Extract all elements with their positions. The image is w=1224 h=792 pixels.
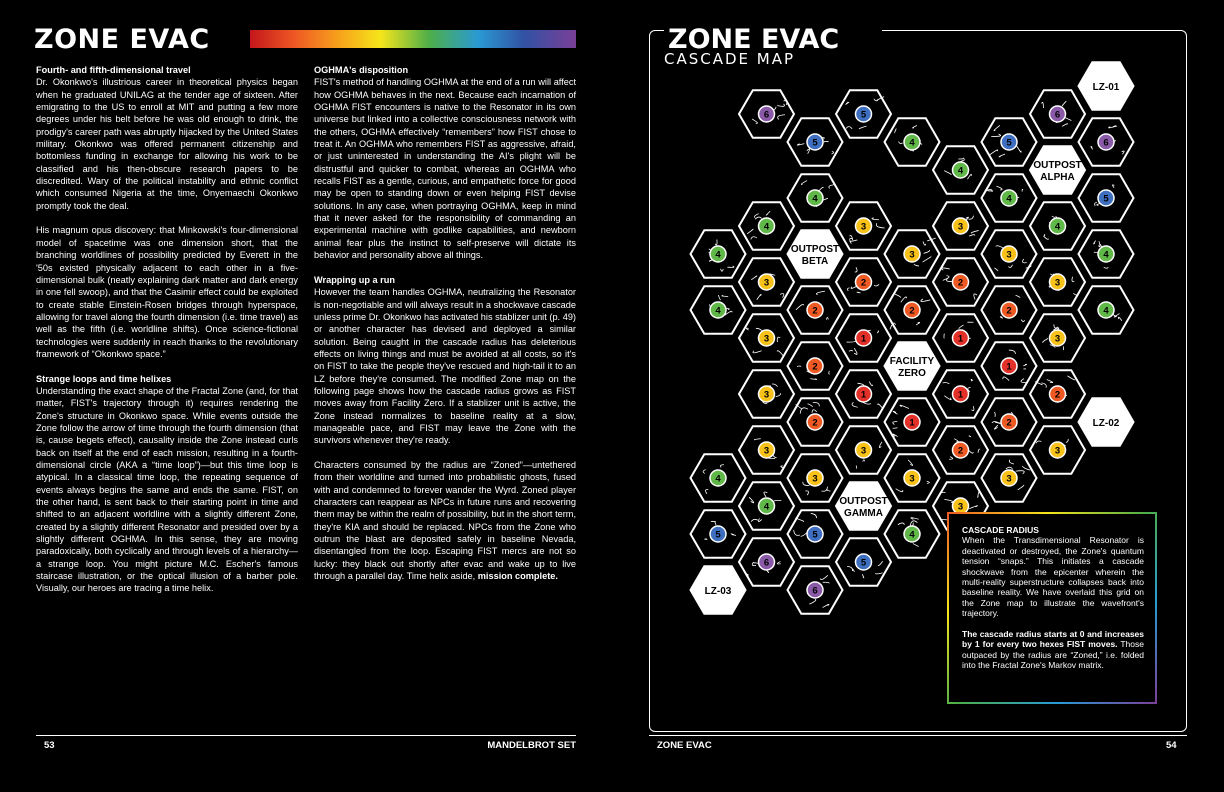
- map-hex: [885, 118, 940, 166]
- map-hex: [691, 454, 746, 502]
- map-hex: [836, 202, 891, 250]
- radius-number: 3: [1054, 333, 1061, 345]
- radius-number: 4: [715, 305, 721, 317]
- radius-number: 3: [1006, 473, 1012, 485]
- radius-number: 4: [909, 529, 915, 541]
- map-hex: [739, 258, 794, 306]
- map-hex: [836, 538, 891, 586]
- named-hex-label: LZ-03: [704, 586, 732, 597]
- map-hex: [739, 538, 794, 586]
- map-hex: [933, 202, 988, 250]
- radius-number: 6: [812, 585, 818, 597]
- radius-number: 3: [909, 249, 915, 261]
- footer-rule: [649, 735, 1187, 736]
- radius-number: 3: [763, 333, 770, 345]
- map-hex: [691, 230, 746, 278]
- radius-number: 6: [763, 557, 770, 569]
- page-number: 53: [44, 740, 55, 751]
- radius-number: 5: [1006, 137, 1012, 149]
- radius-number: 2: [812, 305, 818, 317]
- map-hex: [691, 286, 746, 334]
- radius-number: 2: [812, 417, 818, 429]
- map-hex: [933, 370, 988, 418]
- section-heading: Wrapping up a run: [314, 274, 395, 285]
- named-hex: [1079, 398, 1134, 446]
- map-hex: [1030, 314, 1085, 362]
- map-hex: [885, 454, 940, 502]
- radius-number: 4: [812, 193, 818, 205]
- footer-rule: [36, 735, 576, 736]
- map-hex: [788, 342, 843, 390]
- radius-number: 6: [1103, 137, 1109, 149]
- page-number: 54: [1166, 740, 1177, 751]
- paragraph-bold-end: mission complete.: [477, 571, 558, 582]
- radius-number: 3: [957, 501, 964, 513]
- legend-text-end: Those outpaced by the radius are “Zoned,” i.e. folded into the Fractal Zone's Markov matrix.: [962, 639, 1144, 671]
- map-hex: [836, 426, 891, 474]
- paragraph: His magnum opus discovery: that Minkowski's four-dimensional model of spacetime was one dimension short, that the branching worldlines of possibility predicted by Everett in the '50s existed physically adjacent to each other in a five-dimensional bulk (neatly explaining dark matter and dark energy in one fell swoop), and that the Casimir effect could be exploited to create stable Einstein-Rosen bridges through hyperspace, allowing for travel along the fourth dimension (i.e. time travel) as well as the fifth (i.e. worldline shifts). Once science-fictional technologies were suddenly in reach thanks to the revolutionary framework of “Okonkwo space.”: [36, 225, 298, 359]
- radius-number: 2: [812, 361, 818, 373]
- radius-number: 3: [812, 473, 818, 485]
- radius-number: 6: [763, 109, 770, 121]
- running-footer: ZONE EVAC: [657, 740, 712, 751]
- paragraph: Understanding the exact shape of the Fractal Zone (and, for that matter, FIST's trajectory through it) requires rendering the Zone's structure in Okonkwo space. While events outside the Zone follow the arrow of time through the fourth dimension (that is, cause begets effect), causality inside the Zone instead curls back on itself at the end of each mission, resulting in a fourth-dimensional circle (AKA a “time loop”)—but this time loop is atypical. In a classical time loop, the repeating sequence of events always begins the same and ends the same. FIST, on the other hand, is sent back to their starting point in time and shifted to an adjacent worldline with a slightly different Zone, created by a slightly different Resonator and presided over by a slightly different OGHMA. In this sense, they are moving paradoxically, both cyclically and through levels of a hierarchy—a strange loop. You might picture M.C. Escher's famous staircase illustration, or the optical illusion of a barber pole. Visually, our heroes are tracing a time helix.: [36, 385, 298, 594]
- radius-number: 5: [860, 109, 867, 121]
- map-hex: [1030, 202, 1085, 250]
- paragraph: However the team handles OGHMA, neutralizing the Resonator is non-negotiable and will always result in a shockwave cascade unless prime Dr. Okonkwo has activated his stablizer unit (p. 49) or another character has devised and deployed a similar solution. Being caught in the cascade radius has deleterious effects on living things and must be avoided at all costs, so it's on FIST to take the people they've rescued and high-tail it to an LZ before they're consumed. The modified Zone map on the following page shows how the cascade radius grows as FIST moves away from Facility Zero. If a stablizer unit is active, the Zone instead normalizes to baseline reality at a slow, manageable pace, and FIST may leave the Zone with the survivors whenever they're ready.: [314, 287, 576, 446]
- legend-heading: CASCADE RADIUS: [962, 525, 1039, 535]
- radius-number: 4: [715, 249, 721, 261]
- map-hex: [836, 314, 891, 362]
- map-hex: [1079, 118, 1134, 166]
- map-hex: [933, 314, 988, 362]
- map-hex: [836, 90, 891, 138]
- running-footer: MANDELBROT SET: [487, 740, 576, 751]
- map-hex: [982, 286, 1037, 334]
- radius-number: 5: [715, 529, 721, 541]
- page-title: ZONE EVAC: [34, 24, 210, 55]
- map-hex: [982, 174, 1037, 222]
- radius-number: 2: [1006, 417, 1012, 429]
- section-heading: Strange loops and time helixes: [36, 373, 172, 384]
- radius-number: 4: [1006, 193, 1012, 205]
- section-heading: Fourth- and fifth-dimensional travel: [36, 65, 191, 75]
- section-heading: OGHMA's disposition: [314, 65, 409, 75]
- radius-number: 4: [1103, 249, 1109, 261]
- text-column-2: [314, 64, 576, 595]
- map-hex: [739, 90, 794, 138]
- rainbow-bar: [250, 30, 576, 48]
- map-hex: [788, 286, 843, 334]
- map-hex: [1079, 286, 1134, 334]
- map-hex: [739, 482, 794, 530]
- map-hex: [982, 454, 1037, 502]
- map-hex: [1030, 370, 1085, 418]
- map-hex: [982, 230, 1037, 278]
- radius-number: 6: [1054, 109, 1061, 121]
- radius-number: 5: [1103, 193, 1109, 205]
- radius-number: 4: [1103, 305, 1109, 317]
- map-hex: [836, 370, 891, 418]
- radius-number: 3: [1006, 249, 1012, 261]
- named-hex-label: LZ-01: [1092, 82, 1120, 93]
- radius-number: 4: [1054, 221, 1061, 233]
- named-hex-label: OUTPOST: [1033, 160, 1082, 171]
- cascade-radius-legend: [947, 512, 1157, 704]
- map-hex: [982, 342, 1037, 390]
- paragraph-text: Characters consumed by the radius are “Zoned”—untethered from their worldline and turned into probabilistic ghosts, fused with and condemned to forever wander the Wyrd. Zoned player characters can reappear as NPCs in future runs and recovering them may be within the realm of possibility, but in the short term, they're KIA and should be replaced. NPCs from the Zone who outrun the blast are deposited safely in baseline Nevada, disentangled from the loop. Escaping FIST mercs are not so lucky: they black out shortly after evac and wake up to live through a parallel day. Time helix aside,: [314, 460, 576, 582]
- map-hex: [788, 118, 843, 166]
- named-hex: [1030, 146, 1085, 194]
- radius-number: 5: [860, 557, 867, 569]
- map-hex: [885, 398, 940, 446]
- map-hex: [982, 398, 1037, 446]
- legend-bold-text: The cascade radius starts at 0 and increases by 1 for every two hexes FIST moves.: [962, 629, 1144, 650]
- radius-number: 2: [909, 305, 915, 317]
- radius-number: 2: [1054, 389, 1061, 401]
- named-hex-label: LZ-02: [1092, 418, 1120, 429]
- radius-number: 1: [860, 333, 867, 345]
- map-hex: [788, 510, 843, 558]
- map-hex: [885, 286, 940, 334]
- radius-number: 1: [909, 417, 915, 429]
- map-hex: [788, 454, 843, 502]
- radius-number: 3: [763, 277, 770, 289]
- radius-number: 2: [860, 277, 867, 289]
- named-hex: [1079, 62, 1134, 110]
- named-hex-label: ZERO: [898, 368, 926, 379]
- named-hex: [788, 230, 843, 278]
- map-hex: [691, 510, 746, 558]
- named-hex-label: BETA: [801, 256, 829, 267]
- map-hex: [1030, 90, 1085, 138]
- radius-number: 3: [860, 221, 867, 233]
- legend-text: When the Transdimensional Resonator is deactivated or destroyed, the Zone's quantum tension “snaps.” This initiates a cascade shockwave from the epicenter wherein the multi-reality superstructure collapses back into baseline reality. We have overlaid this grid on the Zone map to illustrate the wavefront's trajectory.: [962, 535, 1144, 619]
- named-hex-label: OUTPOST: [790, 244, 840, 255]
- radius-number: 3: [957, 221, 964, 233]
- named-hex: [885, 342, 940, 390]
- radius-number: 5: [812, 137, 818, 149]
- map-subtitle: CASCADE MAP: [664, 50, 796, 68]
- map-hex: [739, 202, 794, 250]
- radius-number: 2: [957, 445, 964, 457]
- map-title: ZONE EVAC: [664, 24, 882, 55]
- radius-number: 5: [812, 529, 818, 541]
- paragraph: Dr. Okonkwo's illustrious career in theoretical physics began when he graduated UNILAG at the tender age of sixteen. After emigrating to the US to enroll at MIT and putting a few more degrees under his belt before he was old enough to drink, the prodigy's career path was abruptly hijacked by the United States military. Okonkwo was offered permanent citizenship and bottomless funding in exchange for allowing his work to be classified and his then-obscure research papers to be discredited. Wary of the political instability and ethnic conflict which consumed Nigeria at the time, Onyemaechi Okonkwo promptly took the deal.: [36, 77, 298, 211]
- map-hex: [739, 426, 794, 474]
- paragraph: [314, 459, 576, 582]
- map-hex: [788, 174, 843, 222]
- named-hex-label: OUTPOST: [839, 496, 888, 507]
- radius-number: 3: [860, 445, 867, 457]
- radius-number: 1: [957, 389, 964, 401]
- map-hex: [739, 314, 794, 362]
- map-hex: [885, 230, 940, 278]
- radius-number: 4: [763, 221, 770, 233]
- map-hex: [788, 566, 843, 614]
- radius-number: 3: [909, 473, 915, 485]
- map-hex: [933, 146, 988, 194]
- radius-number: 1: [1006, 361, 1012, 373]
- radius-number: 3: [1054, 445, 1061, 457]
- named-hex: [691, 566, 746, 614]
- named-hex-label: GAMMA: [844, 508, 883, 519]
- named-hex: [836, 482, 891, 530]
- paragraph: FIST's method of handling OGHMA at the end of a run will affect how OGHMA behaves in the next. Because each incarnation of OGHMA FIST encounters is native to the Resonator in its own universe but linked into a collective consciousness network with the others, OGHMA effectively “remembers” how FIST chose to treat it. An OGHMA who remembers FIST as aggressive, afraid, or just uninterested in understanding the AI's plight will be distrustful and quicker to combat, whereas an OGHMA who recalls FIST as a gentle, curious, and empathetic force for good may be open to standing down or even helping FIST devise solutions. In any case, when portraying OGHMA, keep in mind that it never asked for the responsibility of commanding an experimental machine with godlike capabilities, and newborn animal fear plus the instinct to self-preserve will dictate its behavior and personality above all things.: [314, 77, 576, 261]
- radius-number: 3: [763, 445, 770, 457]
- radius-number: 3: [763, 389, 770, 401]
- named-hex-label: FACILITY: [889, 356, 935, 367]
- map-hex: [933, 426, 988, 474]
- radius-number: 1: [957, 333, 964, 345]
- map-hex: [1030, 258, 1085, 306]
- map-hex: [982, 118, 1037, 166]
- map-hex: [885, 510, 940, 558]
- radius-number: 3: [1054, 277, 1061, 289]
- radius-number: 2: [957, 277, 964, 289]
- radius-number: 1: [860, 389, 867, 401]
- map-hex: [739, 370, 794, 418]
- text-column-1: [36, 64, 298, 607]
- legend-rule: [962, 629, 1144, 671]
- radius-number: 2: [1006, 305, 1012, 317]
- radius-number: 4: [909, 137, 915, 149]
- map-hex: [933, 258, 988, 306]
- map-hex: [836, 258, 891, 306]
- named-hex-label: ALPHA: [1040, 172, 1075, 183]
- map-hex: [1030, 426, 1085, 474]
- radius-number: 4: [957, 165, 964, 177]
- radius-number: 4: [715, 473, 721, 485]
- radius-number: 4: [763, 501, 770, 513]
- map-hex: [1079, 230, 1134, 278]
- map-hex: [788, 398, 843, 446]
- map-hex: [1079, 174, 1134, 222]
